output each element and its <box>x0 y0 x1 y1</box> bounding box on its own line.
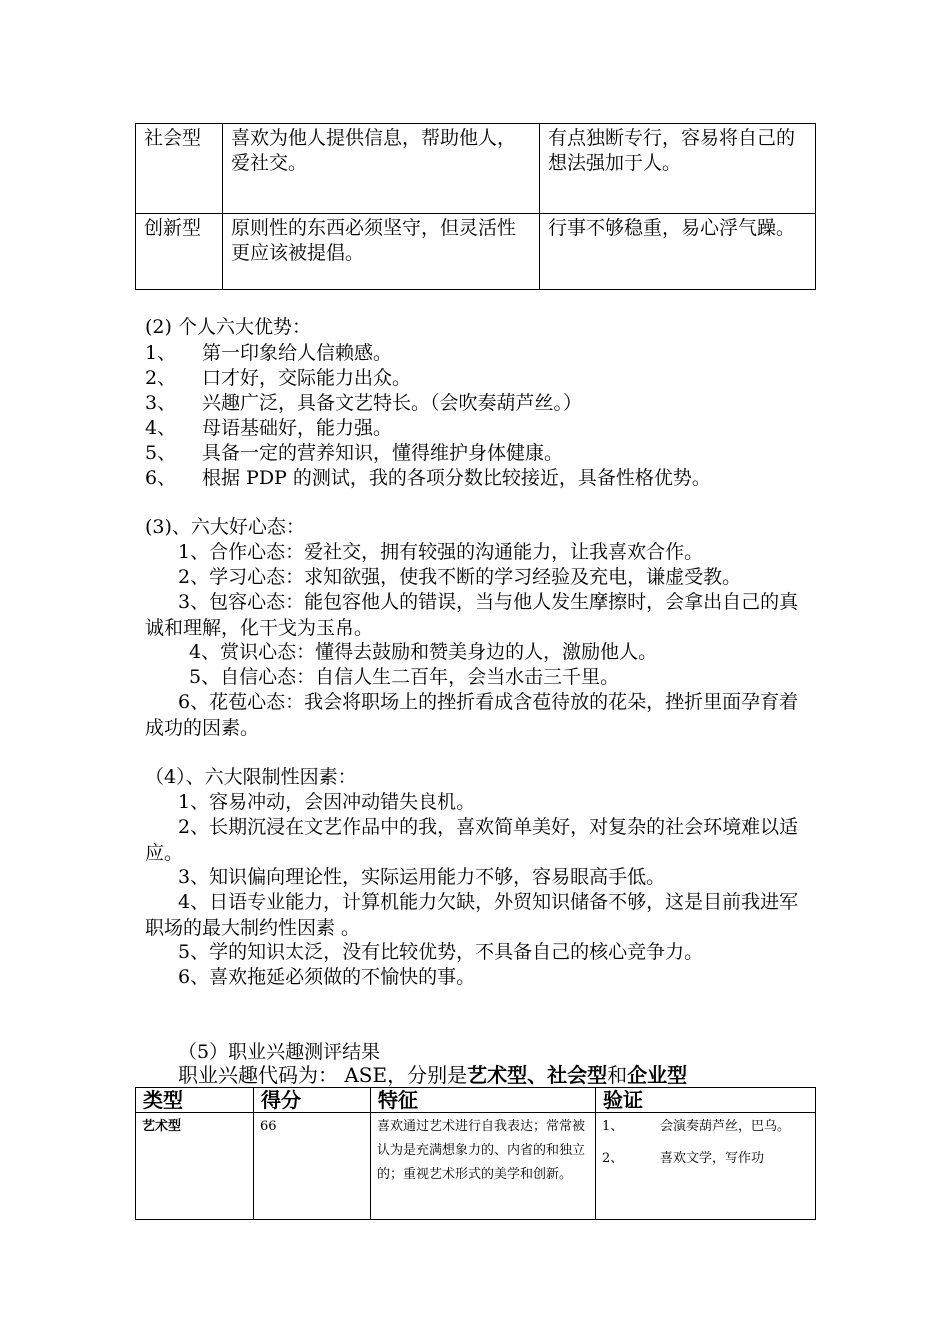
item-text: 喜欢文学，写作功 <box>660 1151 765 1166</box>
column-header: 类型 <box>136 1088 254 1113</box>
list-item: 5、学的知识太泛，没有比较优势，不具备自己的核心竞争力。 <box>178 941 704 963</box>
list-item: 6、喜欢拖延必须做的不愉快的事。 <box>178 966 476 988</box>
item-number: 1、 <box>145 342 177 364</box>
item-number: 2、 <box>602 1151 624 1166</box>
item-number: 3、 <box>145 392 177 414</box>
list-item <box>145 341 392 365</box>
item-number: 6、 <box>145 467 177 489</box>
strength-cell: 原则性的东西必须坚守，但灵活性更应该被提倡。 <box>223 214 540 290</box>
list-item: 2、学习心态：求知欲强，使我不断的学习经验及充电，谦虚受教。 <box>178 566 742 588</box>
interest-heading: （5）职业兴趣测评结果 <box>178 1041 381 1063</box>
list-item: 5、自信心态：自信人生二百年，会当水击三千里。 <box>189 666 620 688</box>
item-number: 2、 <box>145 367 177 389</box>
weakness-cell: 行事不够稳重，易心浮气躁。 <box>540 214 816 290</box>
type-cell: 社会型 <box>136 124 223 214</box>
limits-heading: （4）、六大限制性因素： <box>145 766 357 788</box>
separator: 、 <box>527 1063 548 1087</box>
list-item <box>145 391 582 415</box>
column-header: 验证 <box>596 1088 816 1113</box>
item-number: 1、 <box>602 1119 624 1134</box>
item-text: 母语基础好，能力强。 <box>202 417 393 439</box>
score-cell: 66 <box>254 1113 371 1220</box>
separator: 和 <box>607 1063 628 1087</box>
proof-item <box>602 1147 809 1171</box>
interest-type: 企业型 <box>627 1063 688 1087</box>
proof-item <box>602 1115 809 1139</box>
list-item: 4、赏识心态：懂得去鼓励和赞美身边的人，激励他人。 <box>189 641 658 663</box>
proof-cell <box>596 1113 816 1220</box>
advantages-heading: (2) 个人六大优势： <box>145 316 311 338</box>
personality-table <box>135 123 816 290</box>
list-item <box>145 366 411 390</box>
list-item: 3、包容心态：能包容他人的错误，当与他人发生摩擦时，会拿出自己的真诚和理解，化干戈为玉帛。 <box>145 591 799 639</box>
interest-code-line <box>178 1063 687 1087</box>
list-item: 4、日语专业能力，计算机能力欠缺，外贸知识储备不够，这是目前我进军职场的最大制约性因素 。 <box>145 891 799 939</box>
table-row <box>136 214 816 290</box>
list-item: 1、容易冲动，会因冲动错失良机。 <box>178 791 476 813</box>
interest-table <box>135 1087 816 1220</box>
item-number: 5、 <box>145 442 177 464</box>
item-number: 4、 <box>145 417 177 439</box>
weakness-cell: 有点独断专行，容易将自己的想法强加于人。 <box>540 124 816 214</box>
column-header: 特征 <box>371 1088 596 1113</box>
feature-cell: 喜欢通过艺术进行自我表达；常常被认为是充满想象力的、内省的和独立的；重视艺术形式的美学和创新。 <box>371 1113 596 1220</box>
item-text: 兴趣广泛，具备文艺特长。（会吹奏葫芦丝。） <box>202 392 583 414</box>
type-cell: 创新型 <box>136 214 223 290</box>
table-header-row <box>136 1088 816 1113</box>
table-row <box>136 1113 816 1220</box>
strength-cell: 喜欢为他人提供信息，帮助他人，爱社交。 <box>223 124 540 214</box>
item-text: 具备一定的营养知识，懂得维护身体健康。 <box>202 442 564 464</box>
list-item: 2、长期沉浸在文艺作品中的我，喜欢简单美好，对复杂的社会环境难以适应。 <box>145 816 799 864</box>
item-text: 第一印象给人信赖感。 <box>202 342 393 364</box>
list-item: 6、花苞心态：我会将职场上的挫折看成含苞待放的花朵，挫折里面孕育着成功的因素。 <box>145 691 799 739</box>
list-item <box>145 441 563 465</box>
interest-type: 社会型 <box>547 1063 608 1087</box>
list-item: 3、知识偏向理论性，实际运用能力不够，容易眼高手低。 <box>178 866 666 888</box>
item-text: 根据 PDP 的测试，我的各项分数比较接近，具备性格优势。 <box>202 467 711 489</box>
table-row <box>136 124 816 214</box>
list-item: 1、合作心态：爱社交，拥有较强的沟通能力，让我喜欢合作。 <box>178 541 704 563</box>
item-text: 会演奏葫芦丝，巴乌。 <box>660 1119 791 1134</box>
interest-type: 艺术型 <box>467 1063 528 1087</box>
list-item <box>145 416 392 440</box>
item-text: 口才好，交际能力出众。 <box>202 367 412 389</box>
mindsets-heading: (3)、六大好心态： <box>145 516 305 538</box>
column-header: 得分 <box>254 1088 371 1113</box>
list-item <box>145 466 711 490</box>
code-prefix: 职业兴趣代码为： ASE，分别是 <box>178 1063 468 1087</box>
type-cell: 艺术型 <box>136 1113 254 1220</box>
